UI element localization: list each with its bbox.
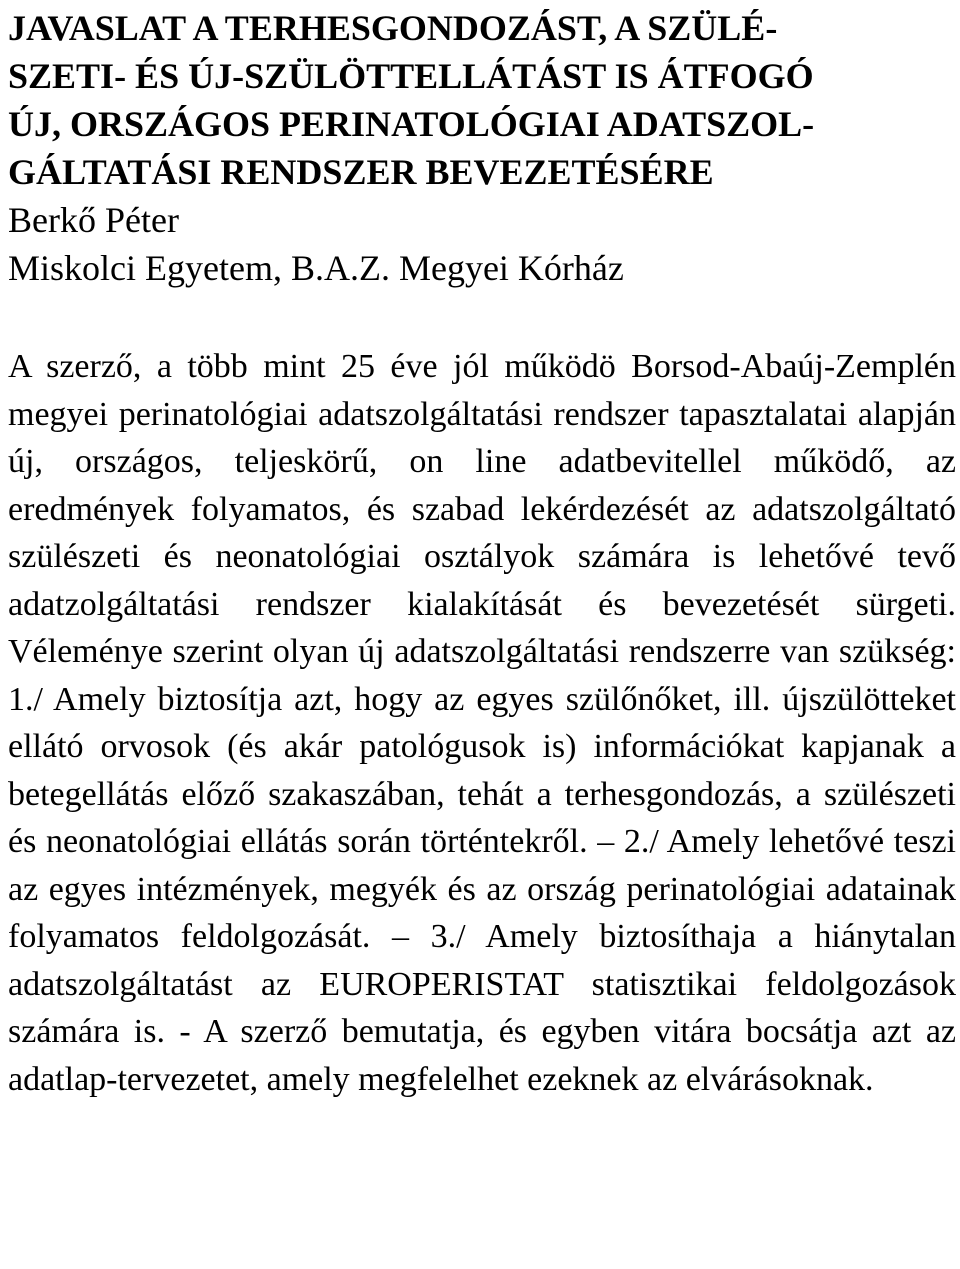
author-affiliation: Miskolci Egyetem, B.A.Z. Megyei Kórház	[8, 248, 624, 288]
document-title: JAVASLAT A TERHESGONDOZÁST, A SZÜLÉ- SZETI- ÉS ÚJ-SZÜLÖTTELLÁTÁST IS ÁTFOGÓ ÚJ, ORSZÁGOS PERINATOLÓGIAI ADATSZOL- GÁLTATÁSI RENDSZER BEVEZETÉSÉRE	[8, 8, 815, 192]
document-page	[8, 0, 956, 1103]
abstract-paragraph: A szerző, a több mint 25 éve jól működö Borsod-Abaúj-Zemplén megyei perinatológiai adatszolgáltatási rendszer tapasztalatai alapján új, országos, teljeskörű, on line adatbevitellel működő, az eredmények folyamatos, és szabad lekérdezését az adatszolgáltató szülészeti és neonatológiai osztályok számára is lehetővé tevő adatzolgáltatási rendszer kialakítását és bevezetését sürgeti. Véleménye szerint olyan új adatszolgáltatási rendszerre van szükség: 1./ Amely biztosítja azt, hogy az egyes szülőnőket, ill. újszülötteket ellátó orvosok (és akár patológusok is) információkat kapjanak a betegellátás előző szakaszában, tehát a terhesgondozás, a szülészeti és neonatológiai ellátás során történtekről. – 2./ Amely lehetővé teszi az egyes intézmények, megyék és az ország perinatológiai adatainak folyamatos feldolgozását. – 3./ Amely biztosíthaja a hiánytalan adatszolgáltatást az EUROPERISTAT statisztikai feldolgozások számára is. - A szerző bemutatja, és egyben vitára bocsátja azt az adatlap-tervezetet, amely megfelelhet ezeknek az elvárásoknak.	[8, 348, 956, 1098]
author-name: Berkő Péter	[8, 200, 179, 240]
